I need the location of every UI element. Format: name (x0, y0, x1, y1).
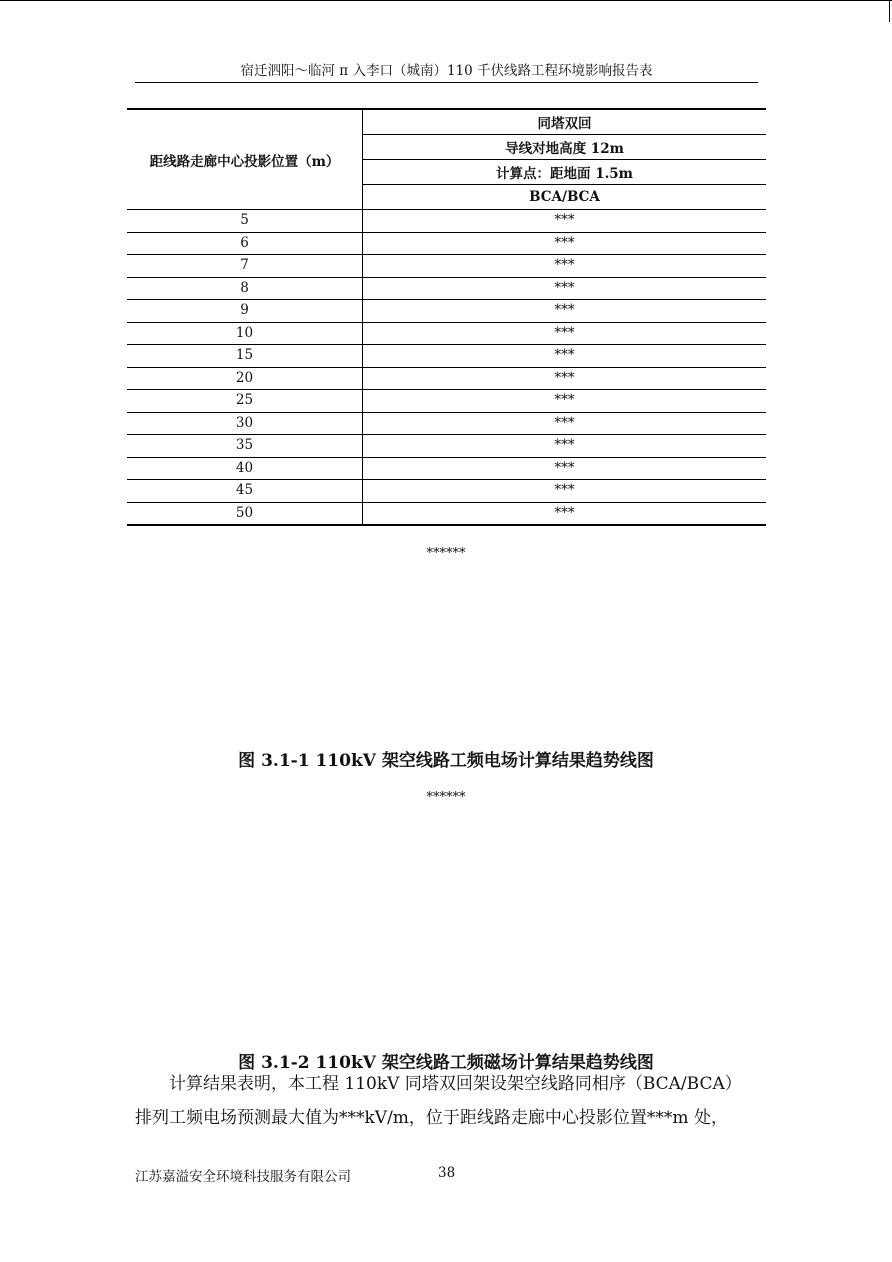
value-cell: *** (363, 300, 767, 323)
distance-cell: 8 (127, 277, 363, 300)
distance-cell: 6 (127, 232, 363, 255)
value-cell: *** (363, 457, 767, 480)
col-header-conductor-height: 导线对地高度 12m (363, 135, 767, 160)
table-row (127, 210, 766, 233)
table-row (127, 300, 766, 323)
value-cell: *** (363, 367, 767, 390)
distance-cell: 7 (127, 255, 363, 278)
distance-cell: 45 (127, 480, 363, 503)
table-row (127, 255, 766, 278)
table-row (127, 390, 766, 413)
row-header-position: 距线路走廊中心投影位置（m） (127, 109, 363, 210)
footer-company: 江苏嘉溢安全环境科技服务有限公司 (135, 1169, 351, 1185)
footer-page-number: 38 (438, 1165, 456, 1181)
table-row (127, 367, 766, 390)
value-cell: *** (363, 435, 767, 458)
value-cell: *** (363, 277, 767, 300)
value-cell: *** (363, 210, 767, 233)
col-header-tower-type: 同塔双回 (363, 109, 767, 135)
right-border-mark (889, 0, 890, 22)
distance-cell: 20 (127, 367, 363, 390)
figure-1-caption: 图 3.1-1 110kV 架空线路工频电场计算结果趋势线图 (238, 751, 654, 771)
field-calculation-table (127, 108, 766, 526)
figure-1-placeholder: ****** (426, 546, 466, 561)
value-cell: *** (554, 504, 575, 521)
table-row (127, 232, 766, 255)
figure-2-caption: 图 3.1-2 110kV 架空线路工频磁场计算结果趋势线图 (238, 1053, 654, 1073)
body-paragraph-line-2: 排列工频电场预测最大值为***kV/m，位于距线路走廊中心投影位置***m 处， (135, 1108, 728, 1128)
value-cell: *** (363, 322, 767, 345)
table-row (127, 345, 766, 368)
page-header-title: 宿迁泗阳～临河 π 入李口（城南）110 千伏线路工程环境影响报告表 (240, 63, 653, 79)
value-cell: *** (363, 390, 767, 413)
distance-cell: 5 (127, 210, 363, 233)
col-header-phase-sequence: BCA/BCA (363, 185, 767, 210)
table-row (127, 480, 766, 503)
table-row (127, 457, 766, 480)
table-row (127, 412, 766, 435)
distance-cell: 40 (127, 457, 363, 480)
distance-cell: 50 (127, 502, 363, 525)
table-row (127, 502, 766, 525)
value-cell: *** (363, 412, 767, 435)
table-row (127, 277, 766, 300)
distance-cell: 9 (127, 300, 363, 323)
header-rule (135, 82, 758, 83)
distance-cell: 35 (127, 435, 363, 458)
value-cell: *** (363, 232, 767, 255)
distance-cell: 10 (127, 322, 363, 345)
figure-2-placeholder: ****** (426, 790, 466, 805)
table-row (127, 435, 766, 458)
table-row (127, 322, 766, 345)
top-border-line (0, 0, 892, 1)
distance-cell: 25 (127, 390, 363, 413)
distance-cell: 30 (127, 412, 363, 435)
body-paragraph-line-1: 计算结果表明，本工程 110kV 同塔双回架设架空线路同相序（BCA/BCA） (169, 1074, 742, 1094)
table-body (127, 210, 766, 526)
distance-cell: 15 (127, 345, 363, 368)
col-header-calc-point: 计算点：距地面 1.5m (363, 160, 767, 185)
value-cell: *** (363, 480, 767, 503)
value-cell: *** (363, 255, 767, 278)
value-cell: *** (363, 345, 767, 368)
